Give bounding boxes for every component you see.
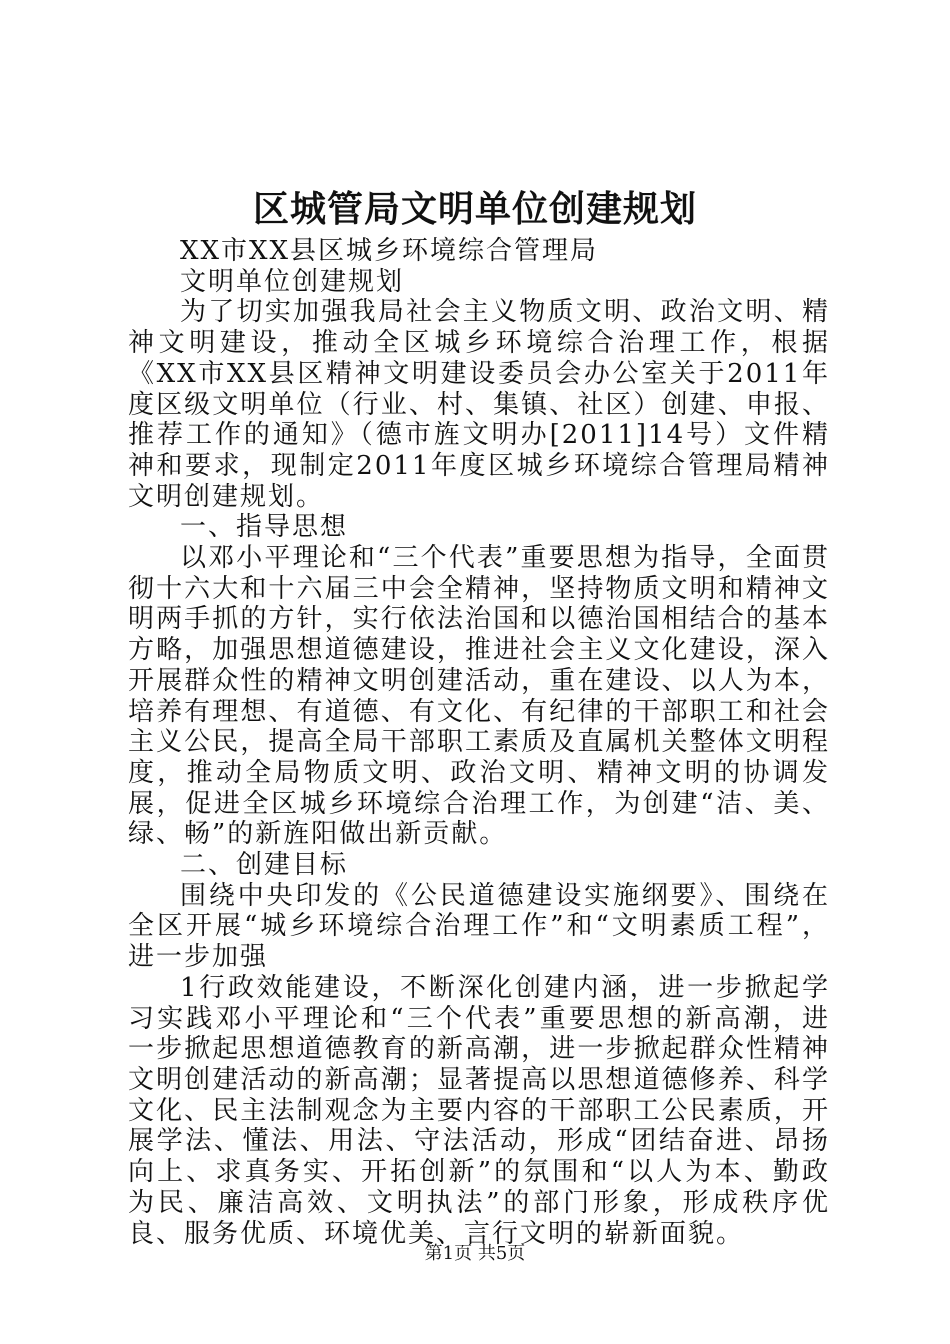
body-paragraph-guiding-thought: 以邓小平理论和“三个代表”重要思想为指导，全面贯彻十六大和十六届三中会全精神，坚持物质文明和精神文明两手抓的方针，实行依法治国和以德治国相结合的基本方略，加强思想道德建设，推进社会主义文化建设，深入开展群众性的精神文明创建活动，重在建设、以人为本，培养有理想、有道德、有文化、有纪律的干部职工和社会主义公民，提高全局干部职工素质及直属机关整体文明程度，推动全局物质文明、政治文明、精神文明的协调发展，促进全区城乡环境综合治理工作，为创建“洁、美、绿、畅”的新旌阳做出新贡献。 — [128, 543, 830, 850]
page-footer: 第1页 共5页 — [424, 1243, 526, 1264]
section-heading-goals: 二、创建目标 — [180, 850, 349, 881]
body-paragraph-goals-detail: 1行政效能建设，不断深化创建内涵，进一步掀起学习实践邓小平理论和“三个代表”重要思想的新高潮，进一步掀起思想道德教育的新高潮，进一步掀起群众性精神文明创建活动的新高潮；显著提高以思想道德修养、科学文化、民主法制观念为主要内容的干部职工公民素质，开展学法、懂法、用法、守法活动，形成“团结奋进、昂扬向上、求真务实、开拓创新”的氛围和“以人为本、勤政为民、廉洁高效、文明执法”的部门形象，形成秩序优良、服务优质、环境优美、言行文明的崭新面貌。 — [128, 972, 830, 1249]
body-paragraph-intro: 为了切实加强我局社会主义物质文明、政治文明、精神文明建设，推动全区城乡环境综合治理工作，根据《XX市XX县区精神文明建设委员会办公室关于2011年度区级文明单位（行业、村、集镇、社区）创建、申报、推荐工作的通知》（德市旌文明办[2011]14号）文件精神和要求，现制定2011年度区城乡环境综合管理局精神文明创建规划。 — [128, 297, 830, 512]
body-paragraph-org: XX市XX县区城乡环境综合管理局 — [180, 236, 599, 266]
body-paragraph-subtitle: 文明单位创建规划 — [180, 266, 405, 297]
document-title: 区城管局文明单位创建规划 — [252, 188, 697, 230]
section-heading-guiding-thought: 一、指导思想 — [180, 512, 349, 543]
document-body — [128, 236, 830, 1249]
body-paragraph-goals-intro: 围绕中央印发的《公民道德建设实施纲要》、围绕在全区开展“城乡环境综合治理工作”和“文明素质工程”，进一步加强 — [128, 880, 830, 973]
